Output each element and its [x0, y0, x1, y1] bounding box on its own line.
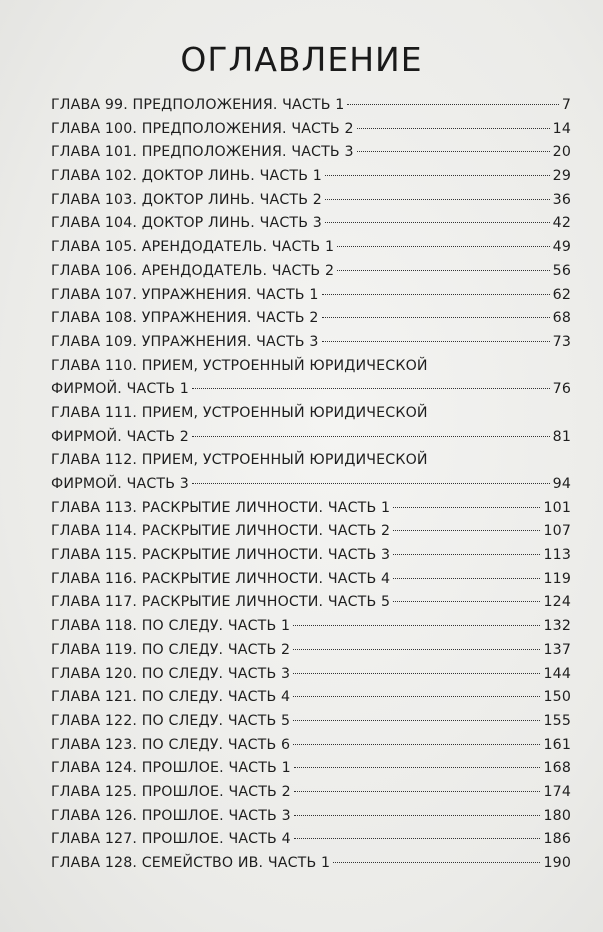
toc-entry	[51, 260, 571, 284]
dot-leader	[192, 483, 550, 484]
chapter-title: ГЛАВА 127. ПРОШЛОЕ. ЧАСТЬ 4	[51, 831, 291, 848]
toc-entry-line	[51, 497, 571, 521]
dot-leader	[333, 862, 540, 863]
chapter-title: ГЛАВА 119. ПО СЛЕДУ. ЧАСТЬ 2	[51, 641, 291, 658]
page-number: 155	[543, 712, 571, 729]
page-number: 81	[552, 428, 571, 445]
toc-entry	[51, 236, 571, 260]
toc-entry-line	[51, 757, 571, 781]
toc-entry	[51, 449, 571, 496]
chapter-title: ГЛАВА 109. УПРАЖНЕНИЯ. ЧАСТЬ 3	[51, 333, 319, 350]
chapter-title: ГЛАВА 128. СЕМЕЙСТВО ИВ. ЧАСТЬ 1	[51, 855, 331, 871]
chapter-title: ГЛАВА 117. РАСКРЫТИЕ ЛИЧНОСТИ. ЧАСТЬ 5	[51, 594, 391, 611]
toc-entry-line	[51, 141, 571, 165]
chapter-title: ГЛАВА 124. ПРОШЛОЕ. ЧАСТЬ 1	[51, 760, 291, 777]
chapter-title: ГЛАВА 108. УПРАЖНЕНИЯ. ЧАСТЬ 2	[51, 310, 319, 327]
page-number: 73	[552, 333, 571, 350]
chapter-title: ГЛАВА 125. ПРОШЛОЕ. ЧАСТЬ 2	[51, 783, 291, 800]
toc-entry	[51, 686, 571, 710]
page-number: 150	[543, 689, 571, 706]
page-number: 119	[543, 570, 571, 587]
chapter-title: ГЛАВА 106. АРЕНДОДАТЕЛЬ. ЧАСТЬ 2	[51, 262, 335, 279]
toc-entry-line	[51, 520, 571, 544]
toc-entry	[51, 284, 571, 308]
toc-entry-line	[51, 473, 571, 497]
toc-entry-line	[51, 284, 571, 308]
toc-entry	[51, 355, 571, 402]
toc-entry-line	[51, 94, 571, 118]
toc-entry-line	[51, 189, 571, 213]
toc-entry	[51, 591, 571, 615]
dot-leader	[293, 744, 540, 745]
page-number: 62	[552, 286, 571, 303]
toc-entry	[51, 94, 571, 118]
page-number: 174	[543, 783, 571, 800]
toc-entry	[51, 520, 571, 544]
page-number: 20	[552, 144, 571, 161]
toc-entry-line	[51, 236, 571, 260]
page-title: ОГЛАВЛЕНИЕ	[180, 40, 423, 80]
toc-entry-line	[51, 449, 571, 473]
toc-entry-line	[51, 734, 571, 758]
toc-entry-line	[51, 118, 571, 142]
page-number: 144	[543, 665, 571, 682]
dot-leader	[293, 625, 540, 626]
chapter-title: ГЛАВА 123. ПО СЛЕДУ. ЧАСТЬ 6	[51, 736, 291, 753]
dot-leader	[294, 791, 541, 792]
dot-leader	[337, 270, 550, 271]
toc-entry-line	[51, 805, 571, 829]
page-number: 168	[543, 760, 571, 777]
page-number: 7	[561, 97, 571, 113]
toc-entry-line	[51, 781, 571, 805]
dot-leader	[293, 673, 540, 674]
chapter-title: ФИРМОЙ. ЧАСТЬ 2	[51, 428, 189, 445]
chapter-title: ГЛАВА 121. ПО СЛЕДУ. ЧАСТЬ 4	[51, 689, 291, 706]
dot-leader	[393, 578, 540, 579]
chapter-title: ГЛАВА 99. ПРЕДПОЛОЖЕНИЯ. ЧАСТЬ 1	[51, 97, 345, 113]
toc-entry	[51, 141, 571, 165]
chapter-title: ГЛАВА 101. ПРЕДПОЛОЖЕНИЯ. ЧАСТЬ 3	[51, 144, 354, 161]
toc-entry-line	[51, 307, 571, 331]
chapter-title: ГЛАВА 122. ПО СЛЕДУ. ЧАСТЬ 5	[51, 712, 291, 729]
chapter-title: ГЛАВА 118. ПО СЛЕДУ. ЧАСТЬ 1	[51, 618, 291, 635]
dot-leader	[322, 341, 550, 342]
toc-entry-line	[51, 639, 571, 663]
dot-leader	[357, 128, 550, 129]
chapter-title: ГЛАВА 102. ДОКТОР ЛИНЬ. ЧАСТЬ 1	[51, 168, 322, 185]
page-number: 113	[543, 547, 571, 564]
page-number: 124	[543, 594, 571, 611]
page-number: 29	[552, 168, 571, 185]
page-number: 132	[543, 618, 571, 635]
dot-leader	[293, 720, 540, 721]
toc-entry-line	[51, 544, 571, 568]
page-number: 94	[552, 476, 571, 492]
toc-entry	[51, 639, 571, 663]
dot-leader	[325, 175, 550, 176]
toc-entry	[51, 615, 571, 639]
chapter-title: ФИРМОЙ. ЧАСТЬ 3	[51, 476, 189, 492]
toc-entry-line	[51, 828, 571, 852]
page-number: 137	[543, 641, 571, 658]
toc-entry	[51, 805, 571, 829]
toc-entry-line	[51, 378, 571, 402]
chapter-title: ГЛАВА 111. ПРИЕМ, УСТРОЕННЫЙ ЮРИДИЧЕСКОЙ	[51, 404, 428, 421]
toc-entry-line	[51, 212, 571, 236]
toc-entry-line	[51, 260, 571, 284]
dot-leader	[192, 436, 550, 437]
toc-entry-line	[51, 852, 571, 876]
dot-leader	[294, 815, 541, 816]
chapter-title: ГЛАВА 104. ДОКТОР ЛИНЬ. ЧАСТЬ 3	[51, 215, 322, 232]
toc-entry-line	[51, 591, 571, 615]
toc-entry-line	[51, 568, 571, 592]
toc-entry-line	[51, 331, 571, 355]
dot-leader	[325, 222, 550, 223]
toc-entry	[51, 165, 571, 189]
table-of-contents	[51, 94, 571, 876]
toc-entry	[51, 497, 571, 521]
page-number: 42	[552, 215, 571, 232]
page-number: 49	[552, 239, 571, 256]
toc-entry-line	[51, 710, 571, 734]
chapter-title: ГЛАВА 120. ПО СЛЕДУ. ЧАСТЬ 3	[51, 665, 291, 682]
chapter-title: ГЛАВА 126. ПРОШЛОЕ. ЧАСТЬ 3	[51, 807, 291, 824]
page-number: 186	[543, 831, 571, 848]
dot-leader	[393, 530, 540, 531]
page-number: 107	[543, 523, 571, 540]
dot-leader	[337, 246, 550, 247]
toc-entry	[51, 402, 571, 449]
page-number: 180	[543, 807, 571, 824]
toc-entry	[51, 189, 571, 213]
toc-entry-line	[51, 686, 571, 710]
chapter-title: ГЛАВА 100. ПРЕДПОЛОЖЕНИЯ. ЧАСТЬ 2	[51, 120, 354, 137]
toc-entry-line	[51, 426, 571, 450]
page-number: 190	[543, 855, 571, 871]
dot-leader	[393, 507, 540, 508]
page-number: 76	[552, 381, 571, 398]
page-number: 56	[552, 262, 571, 279]
toc-entry	[51, 852, 571, 876]
toc-entry-line	[51, 402, 571, 426]
toc-entry	[51, 307, 571, 331]
dot-leader	[294, 767, 541, 768]
chapter-title: ГЛАВА 105. АРЕНДОДАТЕЛЬ. ЧАСТЬ 1	[51, 239, 335, 256]
page-number: 68	[552, 310, 571, 327]
chapter-title: ГЛАВА 107. УПРАЖНЕНИЯ. ЧАСТЬ 1	[51, 286, 319, 303]
dot-leader	[293, 696, 540, 697]
dot-leader	[393, 601, 540, 602]
chapter-title: ФИРМОЙ. ЧАСТЬ 1	[51, 381, 189, 398]
toc-entry	[51, 663, 571, 687]
toc-entry	[51, 781, 571, 805]
toc-entry	[51, 757, 571, 781]
page-number: 36	[552, 191, 571, 208]
toc-entry	[51, 734, 571, 758]
chapter-title: ГЛАВА 113. РАСКРЫТИЕ ЛИЧНОСТИ. ЧАСТЬ 1	[51, 499, 391, 516]
dot-leader	[325, 199, 550, 200]
page-number: 14	[552, 120, 571, 137]
toc-entry	[51, 212, 571, 236]
page-number: 161	[543, 736, 571, 753]
chapter-title: ГЛАВА 114. РАСКРЫТИЕ ЛИЧНОСТИ. ЧАСТЬ 2	[51, 523, 391, 540]
toc-entry-line	[51, 165, 571, 189]
toc-entry	[51, 710, 571, 734]
dot-leader	[347, 104, 558, 105]
dot-leader	[294, 838, 541, 839]
dot-leader	[357, 151, 550, 152]
dot-leader	[192, 388, 550, 389]
toc-entry-line	[51, 663, 571, 687]
toc-entry	[51, 544, 571, 568]
chapter-title: ГЛАВА 116. РАСКРЫТИЕ ЛИЧНОСТИ. ЧАСТЬ 4	[51, 570, 391, 587]
dot-leader	[293, 649, 540, 650]
chapter-title: ГЛАВА 103. ДОКТОР ЛИНЬ. ЧАСТЬ 2	[51, 191, 322, 208]
dot-leader	[393, 554, 540, 555]
page-number: 101	[543, 499, 571, 516]
toc-entry-line	[51, 355, 571, 379]
toc-entry	[51, 331, 571, 355]
chapter-title: ГЛАВА 115. РАСКРЫТИЕ ЛИЧНОСТИ. ЧАСТЬ 3	[51, 547, 391, 564]
toc-entry	[51, 118, 571, 142]
toc-entry-line	[51, 615, 571, 639]
chapter-title: ГЛАВА 112. ПРИЕМ, УСТРОЕННЫЙ ЮРИДИЧЕСКОЙ	[51, 452, 428, 469]
dot-leader	[322, 294, 550, 295]
toc-entry	[51, 828, 571, 852]
toc-entry	[51, 568, 571, 592]
chapter-title: ГЛАВА 110. ПРИЕМ, УСТРОЕННЫЙ ЮРИДИЧЕСКОЙ	[51, 357, 428, 374]
dot-leader	[322, 317, 550, 318]
